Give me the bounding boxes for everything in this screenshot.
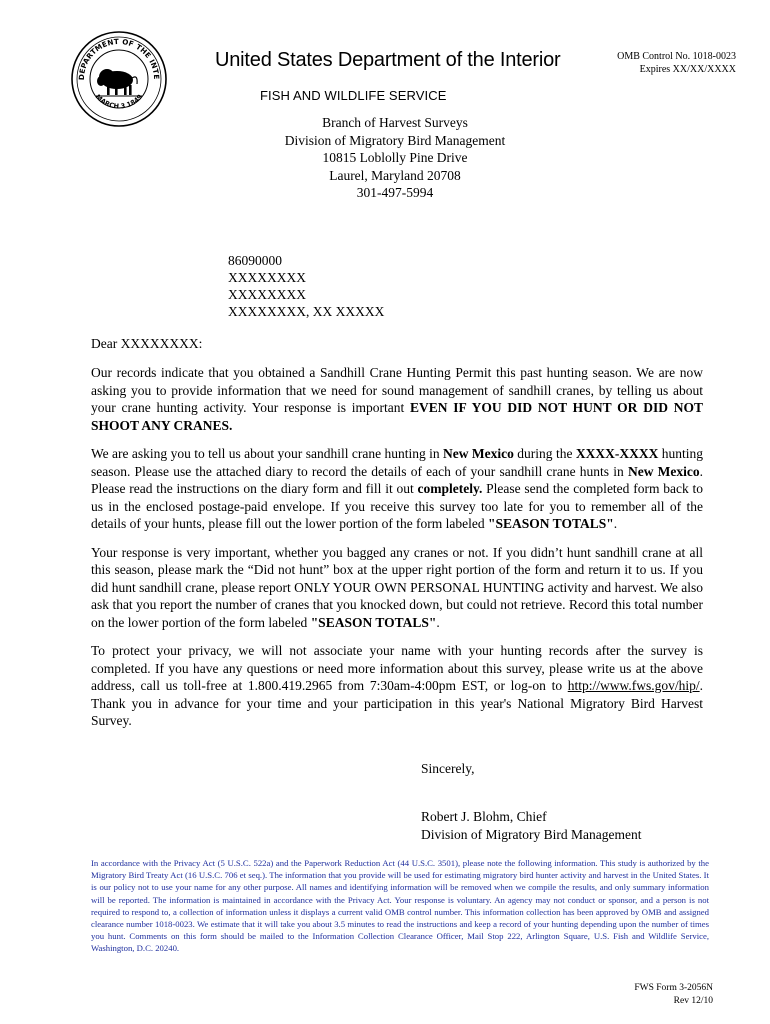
p2-text-b: during the xyxy=(513,446,576,461)
p1-text: Our records indicate that you obtained a Sandhill Crane Hunting Permit this past hunting season. We are now asking you to provide information that we need for sound management of sandhill cranes, by telling us about your crane hunting activity. Your response is important xyxy=(91,365,703,415)
service-name: FISH AND WILDLIFE SERVICE xyxy=(260,88,447,103)
office-division: Division of Migratory Bird Management xyxy=(284,132,506,148)
office-address xyxy=(200,114,590,202)
p3-text-b: . xyxy=(436,614,440,630)
omb-info xyxy=(617,50,736,76)
office-branch: Branch of Harvest Surveys xyxy=(322,115,468,130)
privacy-notice: In accordance with the Privacy Act (5 U.S.C. 522a) and the Paperwork Reduction Act (44 U.S.C. 3501), please note the following information. This study is authorized by the Migratory Bird Treaty Act (16 U.S.C. 706 et seq.). The information that you provide will be used for estimating migratory bird hunter activity and harvest in the United States. It is our policy not to use your name for any other purpose. All names and identifying information will be removed when we compile the results, and only summary information will be reported. The information is maintained in accordance with the Privacy Act. Your response is voluntary. An agency may not conduct or sponsor, and a person is not required to respond to, a collection of information unless it displays a current valid OMB control number. This information collection has been approved by OMB and assigned clearance number 1018-0023. We estimate that it will take you about 3.5 minutes to read the instructions and keep a record of your hunting depending upon the number of times you hunt. Comments on this form should be mailed to the Information Collection Clearance Officer, Mail Stop 222, Arlington Square, U.S. Fish and Wildlife Service, Washington, D.C. 20240. xyxy=(91,858,709,954)
interior-seal xyxy=(70,30,168,128)
letter-body xyxy=(91,364,703,741)
paragraph-2 xyxy=(91,445,703,533)
p3-text-a: Your response is very important, whether you bagged any cranes or not. If you didn’t hunt sandhill crane at all this season, please mark the “Did not hunt” box at the upper right portion of the form and return it to us. If you did hunt sandhill crane, please report ONLY YOUR OWN PERSONAL HUNTING activity and harvest. We also ask that you report the number of cranes that you knocked down, but could not retrieve. Record this total number on the lower portion of the form labeled xyxy=(91,544,703,630)
recipient-city: XXXXXXXX, XX XXXXX xyxy=(228,304,385,319)
p2-text-a: We are asking you to tell us about your sandhill crane hunting in xyxy=(91,446,444,461)
office-phone: 301-497-5994 xyxy=(356,185,434,200)
p1-emphasis: EVEN IF YOU DID NOT HUNT OR DID NOT SHOOT ANY CRANES. xyxy=(91,400,703,433)
form-identifier xyxy=(634,982,713,1007)
seal-ring-top: DEPARTMENT OF THE INTE xyxy=(76,36,162,81)
p2-season-totals: "SEASON TOTALS" xyxy=(488,516,614,531)
form-number: FWS Form 3-2056N xyxy=(634,983,713,993)
p2-text-c: hunting season. Please use the attached diary to record the details of each of your sandhill crane hunts in xyxy=(91,446,703,479)
office-city: Laurel, Maryland 20708 xyxy=(329,167,461,183)
signer-name: Robert J. Blohm, Chief xyxy=(421,809,547,824)
p2-season: XXXX-XXXX xyxy=(575,446,659,461)
p4-text-a: To protect your privacy, we will not associate your name with your hunting records after the survey is completed. If you have any questions or need more information about this survey, please write us at the above address, call us toll-free at 1.800.419.2965 from 7:30am-4:00pm EST, or log-on to xyxy=(91,643,703,693)
office-street: 10815 Loblolly Pine Drive xyxy=(322,150,468,165)
p2-text-d: . Please read the instructions on the diary form and fill it out xyxy=(91,463,704,496)
recipient-id: 86090000 xyxy=(228,253,282,268)
signature-block xyxy=(421,808,641,843)
recipient-address xyxy=(228,252,384,320)
bison-seal-icon xyxy=(70,30,168,128)
p2-state-2: New Mexico xyxy=(627,463,700,479)
p2-text-f: . xyxy=(613,516,618,531)
signer-title: Division of Migratory Bird Management xyxy=(421,826,642,842)
fws-hip-link[interactable]: http://www.fws.gov/hip/ xyxy=(567,678,700,693)
p3-season-totals: "SEASON TOTALS" xyxy=(310,614,437,630)
closing: Sincerely, xyxy=(421,761,475,776)
paragraph-3 xyxy=(91,544,703,632)
seal-ring-bottom: MARCH 3 1849 xyxy=(93,92,145,111)
recipient-street: XXXXXXXX xyxy=(228,287,306,302)
svg-text:MARCH 3 1849 xyxy=(94,93,145,111)
department-title: United States Department of the Interior xyxy=(215,49,561,71)
p2-text-e: Please send the completed form back to us in the enclosed postage-paid envelope. If you receive this survey too late for you to remember all of the details of your hunts, please fill out the lower portion of the form labeled xyxy=(91,481,703,531)
p4-text-b: . Thank you in advance for your time and your participation in this year's National Migratory Bird Harvest Survey. xyxy=(91,678,703,728)
omb-control-number: OMB Control No. 1018-0023 xyxy=(617,51,736,62)
p2-completely: completely. xyxy=(417,481,483,496)
form-revision: Rev 12/10 xyxy=(673,995,713,1006)
omb-expiration: Expires XX/XX/XXXX xyxy=(639,64,736,75)
paragraph-1 xyxy=(91,364,703,434)
paragraph-4 xyxy=(91,642,703,730)
salutation: Dear XXXXXXXX: xyxy=(91,336,203,351)
recipient-name: XXXXXXXX xyxy=(228,270,306,285)
p2-state: New Mexico xyxy=(443,446,514,461)
